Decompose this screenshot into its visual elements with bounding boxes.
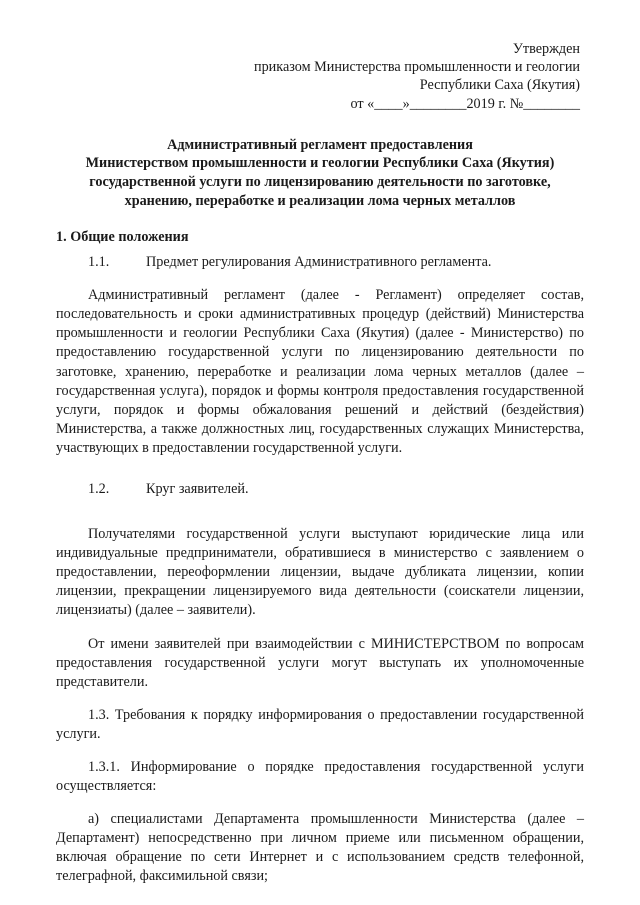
title-line: хранению, переработке и реализации лома черных металлов — [124, 192, 516, 209]
paragraph-1-3-1: 1.3.1. Информирование о порядке предоставления государственной услуги осуществляется: — [56, 758, 584, 795]
document-title — [56, 136, 584, 210]
paragraph-1-3: 1.3. Требования к порядку информирования о предоставлении государственной услуги. — [56, 706, 584, 742]
paragraph-1-2a: Получателями государственной услуги выступают юридические лица или индивидуальные предприниматели, обратившиеся в министерство с заявлением о предоставлении, переоформлении лицензии, выдаче дубликата лицензии, копии лицензии, прекращении лицензируемого вида деятельности (соискатели лицензии, лицензиаты) (далее – заявители). — [56, 526, 584, 619]
paragraph-1-1: Административный регламент (далее - Регламент) определяет состав, последовательность и сроки административных процедур (действий) Министерства промышленности и геологии Республики Саха (Якутия) (далее - Министерство) по предоставлению государственной услуги по лицензированию деятельности по заготовке, хранению, переработке и реализации лома черных металлов (далее – государственная услуга), порядок и формы контроля предоставления государственной услуги, порядок и формы обжалования решений и действий (бездействия) Министерства, а также должностных лиц, государственных служащих Министерства, участвующих в предоставлении государственной услуги. — [56, 287, 584, 456]
title-line: Министерством промышленности и геологии Республики Саха (Якутия) — [85, 155, 555, 172]
subsection-number: 1.2. — [88, 481, 110, 498]
title-line: Административный регламент предоставления — [167, 136, 473, 153]
title-line: государственной услуги по лицензированию деятельности по заготовке, — [89, 174, 551, 190]
approval-date-line: от «____»________2019 г. №________ — [350, 95, 580, 112]
approval-line: Утвержден — [512, 41, 580, 57]
subsection-1-2 — [56, 480, 584, 499]
approval-line: приказом Министерства промышленности и геологии — [254, 59, 580, 76]
subsection-1-1 — [56, 253, 584, 272]
subsection-title: Круг заявителей. — [146, 481, 249, 498]
section-heading: 1. Общие положения — [56, 229, 189, 246]
subsection-number: 1.1. — [88, 254, 110, 271]
approval-block — [56, 40, 580, 113]
subsection-title: Предмет регулирования Административного регламента. — [146, 254, 492, 271]
paragraph-1-2b: От имени заявителей при взаимодействии с МИНИСТЕРСТВОМ по вопросам предоставления государственной услуги могут выступать их уполномоченные представители. — [56, 635, 584, 690]
paragraph-a: а) специалистами Департамента промышленности Министерства (далее – Департамент) непосредственно при личном приеме или письменном обращении, включая обращение по сети Интернет и с использованием средств телефонной, телеграфной, факсимильной связи; — [56, 811, 584, 885]
approval-line: Республики Саха (Якутия) — [419, 77, 580, 94]
